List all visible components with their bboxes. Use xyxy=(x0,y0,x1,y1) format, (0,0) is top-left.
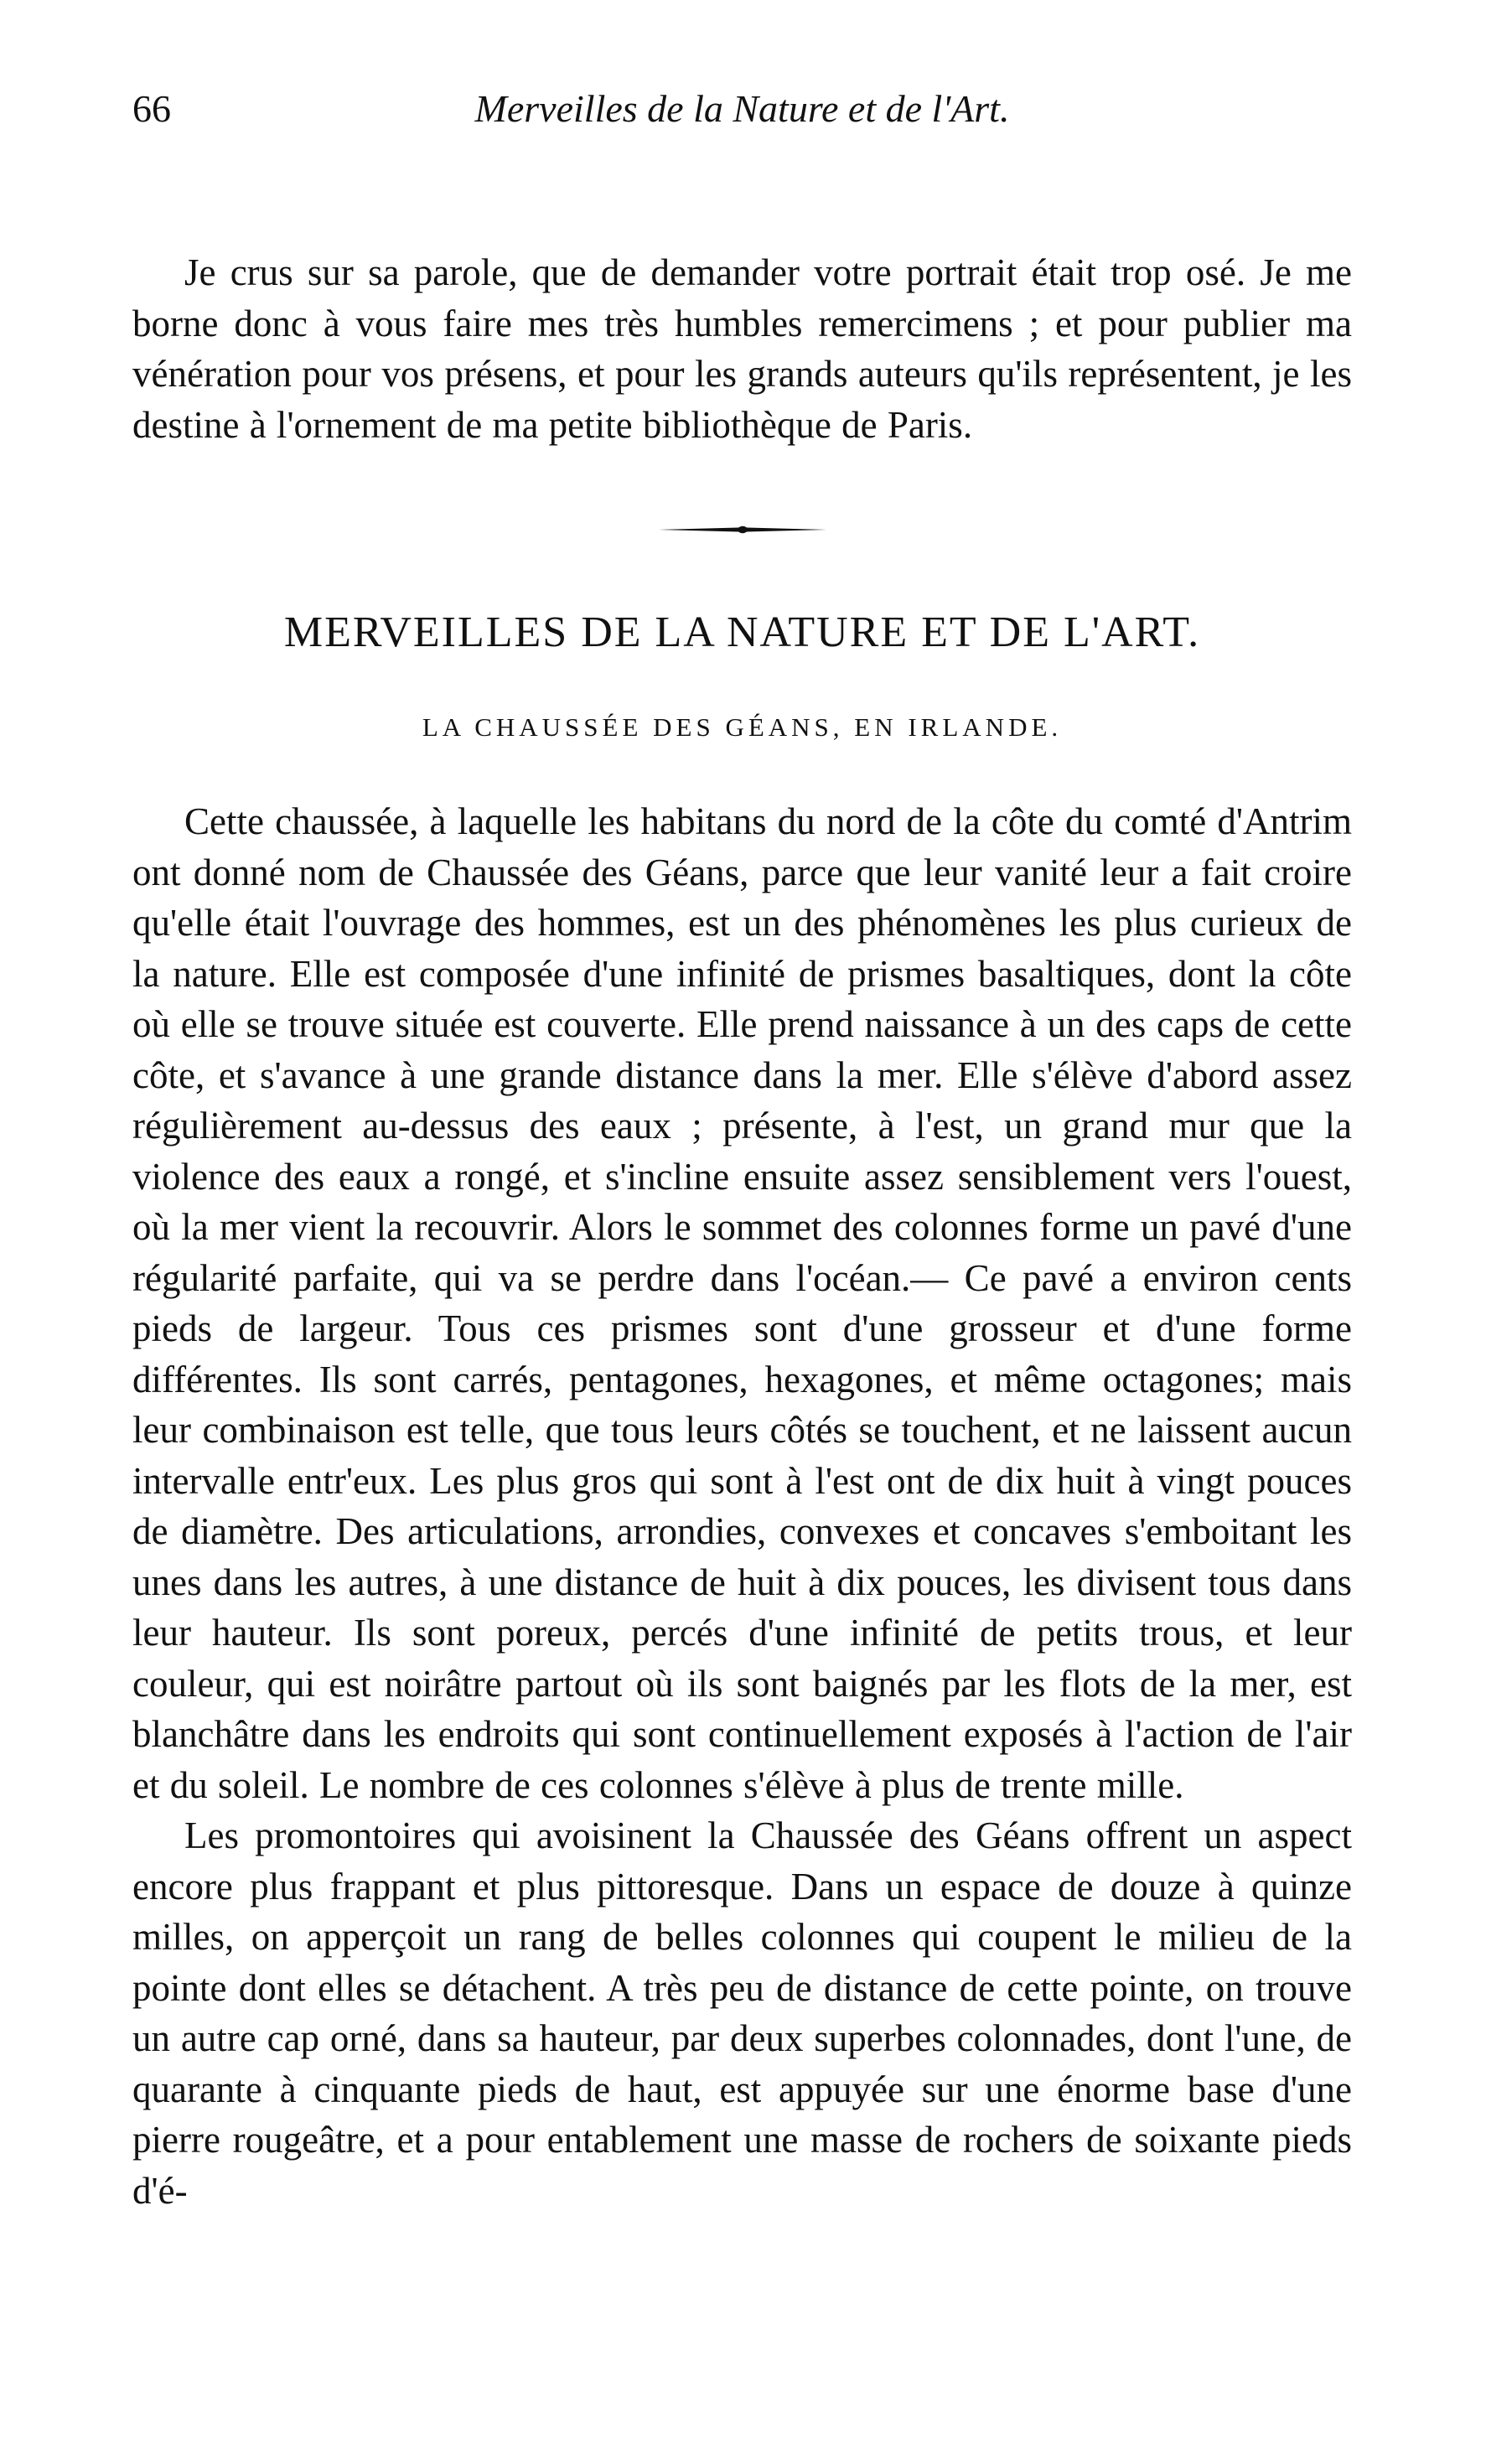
body-paragraph: Les promontoires qui avoisinent la Chaussée des Géans offrent un aspect encore plus frappant et plus pittoresque. Dans un espace de douze à quinze milles, on apperçoit un rang de belles colonnes qui coupent le milieu de la pointe dont elles se détachent. A très peu de distance de cette pointe, on trouve un autre cap orné, dans sa hauteur, par deux superbes colonnades, dont l'une, de quarante à cinquante pieds de haut, est appuyée sur une énorme base d'une pierre rougeâtre, et a pour entablement une masse de rochers de soixante pieds d'é- xyxy=(132,1814,1352,2212)
body-paragraph: Cette chaussée, à laquelle les habitans du nord de la côte du comté d'Antrim ont donné nom de Chaussée des Géans, parce que leur vanité leur a fait croire qu'elle était l'ouvrage des hommes, est un des phénomènes les plus curieux de la nature. Elle est composée d'une infinité de prismes basaltiques, dont la côte où elle se trouve située est couverte. Elle prend naissance à un des caps de cette côte, et s'avance à une grande distance dans la mer. Elle s'élève d'abord assez régulièrement au-dessus des eaux ; présente, à l'est, un grand mur que la violence des eaux a rongé, et s'incline ensuite assez sensiblement vers l'ouest, où la mer vient la recouvrir. Alors le sommet des colonnes forme un pavé d'une régularité parfaite, qui va se perdre dans l'océan.— Ce pavé a environ cents pieds de largeur. Tous ces prismes sont d'une grosseur et d'une forme différentes. Ils sont carrés, pentagones, hexagones, et même octagones; mais leur combinaison est telle, que tous leurs côtés se touchent, et ne laissent aucun intervalle entr'eux. Les plus gros qui sont à l'est ont de dix huit à vingt pouces de diamètre. Des articulations, arrondies, convexes et concaves s'emboitant les unes dans les autres, à une distance de huit à dix pouces, les divisent tous dans leur hauteur. Ils sont poreux, percés d'une infinité de petits trous, et leur couleur, qui est noirâtre partout où ils sont baignés par les flots de la mer, est blanchâtre dans les endroits qui sont continuellement exposés à l'action de l'air et du soleil. Le nombre de ces colonnes s'élève à plus de trente mille. xyxy=(132,800,1352,1806)
running-head xyxy=(132,80,1352,138)
running-title: Merveilles de la Nature et de l'Art. xyxy=(474,87,1010,130)
ornamental-divider xyxy=(132,521,1352,538)
page-number: 66 xyxy=(132,87,171,130)
section-heading: MERVEILLES DE LA NATURE ET DE L'ART. xyxy=(283,608,1201,656)
divider-rule-icon xyxy=(659,524,826,536)
intro-paragraph: Je crus sur sa parole, que de demander votre portrait était trop osé. Je me borne donc à vous faire mes très humbles remercimens ; et pour publier ma vénération pour vos présens, et pour les grands auteurs qu'ils représentent, je les destine à l'ornement de ma petite bibliothèque de Paris. xyxy=(132,251,1352,446)
section-subheading: LA CHAUSSÉE DES GÉANS, EN IRLANDE. xyxy=(422,712,1063,742)
